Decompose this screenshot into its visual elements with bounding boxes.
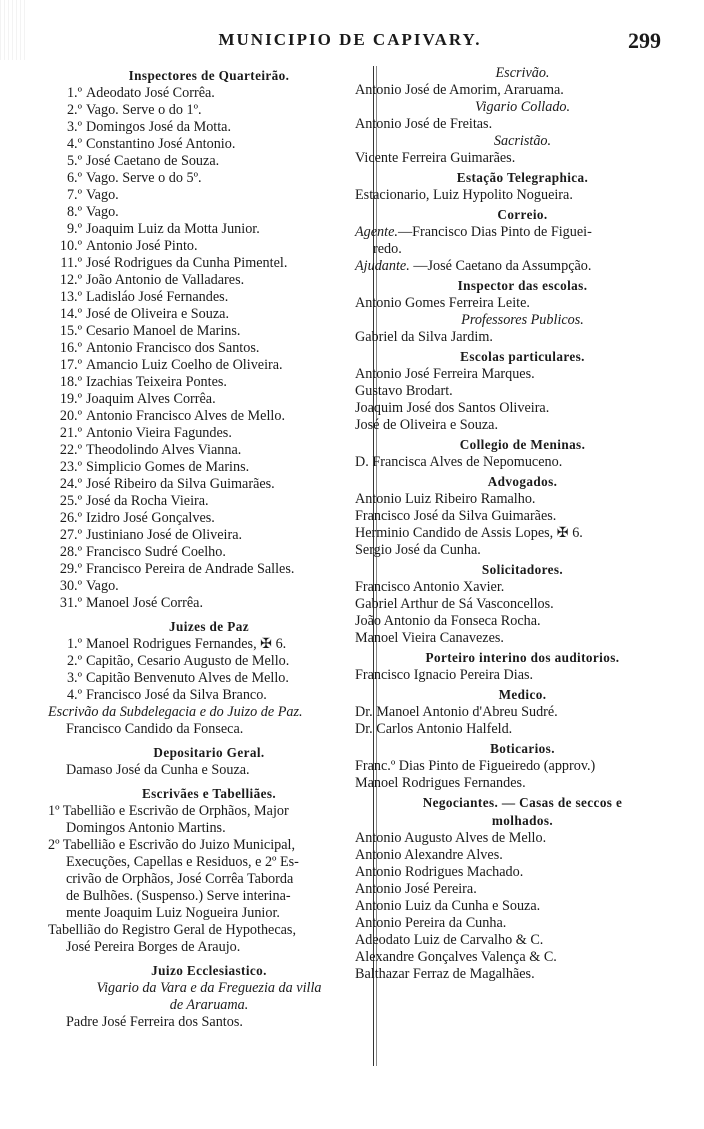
section-heading-telegraphica: Estação Telegraphica. xyxy=(456,170,589,185)
inspector-entry xyxy=(48,119,370,136)
inspector-entry-name: Domingos José da Motta. xyxy=(86,119,232,135)
inspector-entry-number: 13.º xyxy=(59,289,82,305)
inspector-entry-number: 30.º xyxy=(59,578,82,594)
section-heading-negociantes-a: Negociantes. — Casas de seccos e xyxy=(422,795,623,810)
inspector-entry-name: Amancio Luiz Coelho de Oliveira. xyxy=(86,357,283,373)
inspector-entry xyxy=(48,408,370,425)
inspector-entry-name: Vago. Serve o do 5º. xyxy=(86,170,202,186)
escola-entry: Joaquim José dos Santos Oliveira. xyxy=(355,400,550,416)
inspector-entry xyxy=(48,255,370,272)
boticario-entry: Franc.º Dias Pinto de Figueiredo (approv.) xyxy=(355,758,596,774)
escrivao-name: Antonio José de Amorim, Araruama. xyxy=(355,82,564,98)
negociante-entry: Antonio José Pereira. xyxy=(355,881,477,897)
escola-entry: Antonio José Ferreira Marques. xyxy=(355,366,535,382)
ajudante-label: Ajudante. xyxy=(355,258,410,274)
inspector-entry xyxy=(48,102,370,119)
inspector-entry-name: Vago. xyxy=(86,578,119,594)
advogado-entry: Francisco José da Silva Guimarães. xyxy=(355,508,557,524)
estacionario-name: Estacionario, Luiz Hypolito Nogueira. xyxy=(355,187,573,203)
inspector-entry-name: Antonio Vieira Fagundes. xyxy=(86,425,232,441)
inspector-entry-name: Ladisláo José Fernandes. xyxy=(86,289,229,305)
section-heading-collegio: Collegio de Meninas. xyxy=(459,437,586,452)
escrivao-label: Escrivão. xyxy=(495,65,550,81)
scan-noise xyxy=(0,0,28,60)
inspector-entry xyxy=(48,459,370,476)
negociante-entry: Antonio Pereira da Cunha. xyxy=(355,915,507,931)
juiz-entry-number: 3.º xyxy=(66,670,82,686)
agente-label: Agente. xyxy=(355,224,398,240)
negociante-entry: Antonio Rodrigues Machado. xyxy=(355,864,524,880)
escrivaes-1-line-b: Domingos Antonio Martins. xyxy=(66,820,226,836)
inspector-escolas-name: Antonio Gomes Ferreira Leite. xyxy=(355,295,530,311)
section-heading-juizes: Juizes de Paz xyxy=(169,619,249,634)
section-heading-inspector-escolas: Inspector das escolas. xyxy=(457,278,588,293)
ajudante-line xyxy=(355,258,690,275)
page-number: 299 xyxy=(628,28,661,53)
vigario-vara-line-a: Vigario da Vara e da Freguezia da villa xyxy=(96,980,322,996)
inspector-entry-name: José de Oliveira e Souza. xyxy=(86,306,230,322)
boticario-entry: Manoel Rodrigues Fernandes. xyxy=(355,775,526,791)
solicitadores-list xyxy=(355,579,690,647)
inspector-entry-name: Izidro José Gonçalves. xyxy=(86,510,215,526)
inspector-entry xyxy=(48,357,370,374)
escola-entry: Gustavo Brodart. xyxy=(355,383,453,399)
juiz-entry-number: 4.º xyxy=(66,687,82,703)
solicitador-entry: João Antonio da Fonseca Rocha. xyxy=(355,613,541,629)
escrivaes-2-line: de Bulhões. (Suspenso.) Serve interina- xyxy=(66,888,291,904)
porteiro-name: Francisco Ignacio Pereira Dias. xyxy=(355,667,534,683)
inspector-entry xyxy=(48,170,370,187)
page-title: MUNICIPIO DE CAPIVARY. xyxy=(218,30,482,49)
inspector-entry xyxy=(48,204,370,221)
inspector-entry xyxy=(48,578,370,595)
advogado-entry: Herminio Candido de Assis Lopes, ✠ 6. xyxy=(355,525,583,541)
section-heading-negociantes-b: molhados. xyxy=(491,813,554,828)
inspector-entry-number: 23.º xyxy=(59,459,82,475)
inspector-entry-number: 5.º xyxy=(66,153,82,169)
section-heading-medico: Medico. xyxy=(498,687,547,702)
section-heading-solicitadores: Solicitadores. xyxy=(481,562,564,577)
escrivaes-2-line: mente Joaquim Luiz Nogueira Junior. xyxy=(66,905,280,921)
section-heading-depositario: Depositario Geral. xyxy=(153,745,265,760)
medicos-list xyxy=(355,704,690,738)
inspector-entry xyxy=(48,527,370,544)
advogado-entry: Sergio José da Cunha. xyxy=(355,542,481,558)
inspector-entry xyxy=(48,272,370,289)
inspector-entry xyxy=(48,136,370,153)
inspector-entry-name: José Ribeiro da Silva Guimarães. xyxy=(86,476,275,492)
inspector-entry-number: 9.º xyxy=(66,221,82,237)
juiz-entry-number: 2.º xyxy=(66,653,82,669)
inspector-entry-name: Francisco Sudré Coelho. xyxy=(86,544,226,560)
inspector-entry-number: 3.º xyxy=(66,119,82,135)
inspector-entry-number: 1.º xyxy=(66,85,82,101)
collegio-name: D. Francisca Alves de Nepomuceno. xyxy=(355,454,563,470)
left-column xyxy=(48,65,370,1031)
negociante-entry: Balthazar Ferraz de Magalhães. xyxy=(355,966,535,982)
inspector-entry-number: 11.º xyxy=(60,255,82,271)
escola-entry: José de Oliveira e Souza. xyxy=(355,417,499,433)
solicitador-entry: Manoel Vieira Canavezes. xyxy=(355,630,504,646)
inspector-entry-name: Izachias Teixeira Pontes. xyxy=(86,374,227,390)
negociante-entry: Adeodato Luiz de Carvalho & C. xyxy=(355,932,544,948)
inspector-entry-number: 6.º xyxy=(66,170,82,186)
inspector-entry xyxy=(48,238,370,255)
inspector-entry-name: Antonio Francisco dos Santos. xyxy=(86,340,260,356)
inspector-entry-number: 25.º xyxy=(59,493,82,509)
escrivaes-2-line: Execuções, Capellas e Residuos, e 2º Es- xyxy=(66,854,299,870)
vigario-name: Antonio José de Freitas. xyxy=(355,116,493,132)
inspector-entry xyxy=(48,442,370,459)
inspector-entry xyxy=(48,85,370,102)
negociante-entry: Antonio Alexandre Alves. xyxy=(355,847,503,863)
sacristao-name: Vicente Ferreira Guimarães. xyxy=(355,150,516,166)
inspector-entry-number: 26.º xyxy=(59,510,82,526)
solicitador-entry: Gabriel Arthur de Sá Vasconcellos. xyxy=(355,596,554,612)
inspector-entry-number: 21.º xyxy=(59,425,82,441)
inspector-entry-name: Francisco Pereira de Andrade Salles. xyxy=(86,561,295,577)
inspector-entry xyxy=(48,595,370,612)
negociantes-list xyxy=(355,830,690,983)
juiz-entry xyxy=(48,653,370,670)
vigario-vara-line-b: de Araruama. xyxy=(169,997,249,1013)
section-heading-ecclesiastico: Juizo Ecclesiastico. xyxy=(151,963,267,978)
inspector-entry-number: 28.º xyxy=(59,544,82,560)
negociante-entry: Alexandre Gonçalves Valença & C. xyxy=(355,949,557,965)
escrivao-subdelegacia-label: Escrivão da Subdelegacia e do Juizo de Paz. xyxy=(48,704,303,720)
escolas-particulares-list xyxy=(355,366,690,434)
juiz-entry-name: Capitão, Cesario Augusto de Mello. xyxy=(86,653,290,669)
inspector-entry-number: 8.º xyxy=(66,204,82,220)
inspector-entry-name: Joaquim Alves Corrêa. xyxy=(86,391,216,407)
inspector-entry xyxy=(48,425,370,442)
inspector-entry-number: 17.º xyxy=(59,357,82,373)
inspector-entry-number: 7.º xyxy=(66,187,82,203)
inspector-entry-name: José Rodrigues da Cunha Pimentel. xyxy=(86,255,288,271)
negociante-entry: Antonio Luiz da Cunha e Souza. xyxy=(355,898,541,914)
juiz-entry xyxy=(48,687,370,704)
escrivao-subdelegacia-name: Francisco Candido da Fonseca. xyxy=(66,721,244,737)
inspector-entry-name: Vago. xyxy=(86,187,119,203)
inspector-entry xyxy=(48,493,370,510)
tabelliao-registro-line-b: José Pereira Borges de Araujo. xyxy=(66,939,241,955)
juiz-entry xyxy=(48,670,370,687)
inspector-entry-name: João Antonio de Valladares. xyxy=(86,272,245,288)
medico-entry: Dr. Carlos Antonio Halfeld. xyxy=(355,721,513,737)
agente-line-b: redo. xyxy=(373,241,402,257)
inspector-entry-number: 16.º xyxy=(59,340,82,356)
juizes-list xyxy=(48,636,370,704)
inspector-entry-name: Cesario Manoel de Marins. xyxy=(86,323,241,339)
inspector-entry xyxy=(48,391,370,408)
inspector-entry-number: 29.º xyxy=(59,561,82,577)
medico-entry: Dr. Manoel Antonio d'Abreu Sudré. xyxy=(355,704,558,720)
inspectores-list xyxy=(48,85,370,612)
inspector-entry xyxy=(48,544,370,561)
inspector-entry-number: 14.º xyxy=(59,306,82,322)
inspector-entry-number: 31.º xyxy=(59,595,82,611)
inspector-entry xyxy=(48,323,370,340)
inspector-entry xyxy=(48,374,370,391)
section-heading-boticarios: Boticarios. xyxy=(490,741,555,756)
padre-name: Padre José Ferreira dos Santos. xyxy=(66,1014,243,1030)
inspector-entry xyxy=(48,476,370,493)
section-heading-correio: Correio. xyxy=(497,207,548,222)
section-heading-escrivaes: Escrivães e Tabelliães. xyxy=(141,786,277,801)
inspector-entry-name: Theodolindo Alves Vianna. xyxy=(86,442,242,458)
section-heading-porteiro: Porteiro interino dos auditorios. xyxy=(425,650,620,665)
inspector-entry-number: 10.º xyxy=(59,238,82,254)
sacristao-label: Sacristão. xyxy=(493,133,552,149)
inspector-entry-name: Vago. xyxy=(86,204,119,220)
inspector-entry-number: 2.º xyxy=(66,102,82,118)
inspector-entry-number: 24.º xyxy=(59,476,82,492)
juiz-entry-number: 1.º xyxy=(66,636,82,652)
inspector-entry-number: 4.º xyxy=(66,136,82,152)
escrivaes-2-line: crivão de Orphãos, José Corrêa Taborda xyxy=(66,871,294,887)
escrivaes-1-line-a: 1º Tabellião e Escrivão de Orphãos, Major xyxy=(48,803,289,819)
inspector-entry-name: Simplicio Gomes de Marins. xyxy=(86,459,250,475)
inspector-entry xyxy=(48,187,370,204)
negociante-entry: Antonio Augusto Alves de Mello. xyxy=(355,830,547,846)
inspector-entry-number: 20.º xyxy=(59,408,82,424)
professores-label: Professores Publicos. xyxy=(461,312,584,328)
inspector-entry xyxy=(48,510,370,527)
section-heading-escolas-particulares: Escolas particulares. xyxy=(460,349,585,364)
inspector-entry-number: 19.º xyxy=(59,391,82,407)
inspector-entry-name: Antonio Francisco Alves de Mello. xyxy=(86,408,285,424)
tabelliao-registro-line-a: Tabellião do Registro Geral de Hypothecas, xyxy=(48,922,296,938)
inspector-entry xyxy=(48,306,370,323)
advogados-list xyxy=(355,491,690,559)
right-column xyxy=(355,65,690,983)
inspector-entry-name: Antonio José Pinto. xyxy=(86,238,198,254)
inspector-entry-name: José Caetano de Souza. xyxy=(86,153,220,169)
section-heading-advogados: Advogados. xyxy=(487,474,558,489)
inspector-entry-number: 22.º xyxy=(59,442,82,458)
professores-name: Gabriel da Silva Jardim. xyxy=(355,329,493,345)
agente-line-a xyxy=(355,224,690,241)
inspector-entry xyxy=(48,153,370,170)
juiz-entry-name: Manoel Rodrigues Fernandes, ✠ 6. xyxy=(86,636,287,652)
inspector-entry xyxy=(48,221,370,238)
inspector-entry xyxy=(48,289,370,306)
juiz-entry-name: Capitão Benvenuto Alves de Mello. xyxy=(86,670,289,686)
inspector-entry-name: Constantino José Antonio. xyxy=(86,136,236,152)
boticarios-list xyxy=(355,758,690,792)
inspector-entry-name: Vago. Serve o do 1º. xyxy=(86,102,202,118)
agente-name: —Francisco Dias Pinto de Figuei- xyxy=(397,224,592,240)
inspector-entry-number: 12.º xyxy=(59,272,82,288)
section-heading-inspectores: Inspectores de Quarteirão. xyxy=(128,68,290,83)
inspector-entry-number: 15.º xyxy=(59,323,82,339)
escrivaes-2-line: 2º Tabellião e Escrivão do Juizo Municipal, xyxy=(48,837,296,853)
inspector-entry-number: 18.º xyxy=(59,374,82,390)
depositario-name: Damaso José da Cunha e Souza. xyxy=(66,762,250,778)
juiz-entry-name: Francisco José da Silva Branco. xyxy=(86,687,267,703)
inspector-entry-number: 27.º xyxy=(59,527,82,543)
solicitador-entry: Francisco Antonio Xavier. xyxy=(355,579,505,595)
juiz-entry xyxy=(48,636,370,653)
inspector-entry-name: José da Rocha Vieira. xyxy=(86,493,209,509)
advogado-entry: Antonio Luiz Ribeiro Ramalho. xyxy=(355,491,536,507)
inspector-entry-name: Justiniano José de Oliveira. xyxy=(86,527,243,543)
ajudante-name: —José Caetano da Assumpção. xyxy=(413,258,592,274)
inspector-entry xyxy=(48,340,370,357)
inspector-entry xyxy=(48,561,370,578)
inspector-entry-name: Adeodato José Corrêa. xyxy=(86,85,215,101)
vigario-label: Vigario Collado. xyxy=(474,99,571,115)
escrivaes-2-block xyxy=(48,837,370,922)
inspector-entry-name: Manoel José Corrêa. xyxy=(86,595,204,611)
inspector-entry-name: Joaquim Luiz da Motta Junior. xyxy=(86,221,260,237)
